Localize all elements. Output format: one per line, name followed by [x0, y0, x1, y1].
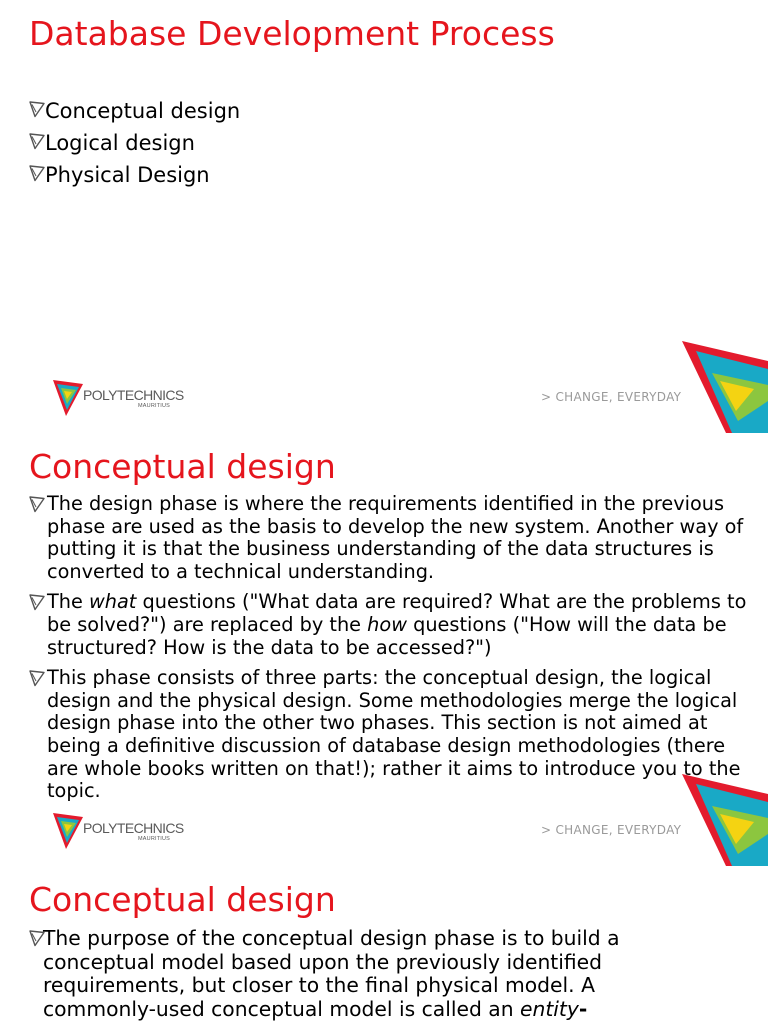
- bullet-text: Physical Design: [45, 163, 210, 187]
- bullet-arrow-icon: [29, 594, 46, 611]
- list-item: [29, 159, 240, 191]
- bullet-arrow-icon: [29, 496, 46, 513]
- bullet-list: [29, 95, 240, 191]
- bullet-arrow-icon: [29, 165, 46, 182]
- slide-tagline: > CHANGE, EVERYDAY: [541, 823, 682, 837]
- logo-subtitle: MAURITIUS: [138, 403, 171, 409]
- bullet-arrow-icon: [29, 133, 46, 150]
- slide-database-development-process: [0, 0, 768, 433]
- slide-title: Conceptual design: [29, 447, 336, 486]
- bullet-list: [29, 927, 683, 1021]
- bullet-text: The design phase is where the requirements identified in the previous phase are used as the basis to develop the new system. Another way of putting it is that the business understanding of the data structures is converted to a technical understanding.: [47, 492, 744, 583]
- bullet-arrow-icon: [29, 930, 46, 947]
- polytechnics-logo-icon: [52, 811, 84, 851]
- list-item: [29, 95, 240, 127]
- list-item: [29, 591, 747, 659]
- emphasis-text: what: [89, 590, 137, 614]
- logo-subtitle: MAURITIUS: [138, 836, 171, 842]
- corner-triangle-icon: [680, 341, 768, 433]
- bullet-text: The what questions ("What data are required? What are the problems to be solved?") are replaced by the how questions ("How will the data be structured? How is the data to be accessed?"): [47, 590, 747, 659]
- list-item: [29, 493, 747, 583]
- polytechnics-logo: [52, 378, 192, 418]
- logo-wordmark: POLYTECHNICS: [83, 387, 184, 403]
- slide-conceptual-design: [0, 433, 768, 866]
- list-item: [29, 927, 683, 1021]
- bullet-text: The purpose of the conceptual design phase is to build a conceptual model based upon the previously identified requirements, but closer to the final physical model. A commonly-used conceptual model is called an entity-: [43, 926, 620, 1021]
- emphasis-text: how: [367, 612, 407, 636]
- logo-wordmark: POLYTECHNICS: [83, 820, 184, 836]
- bullet-arrow-icon: [29, 670, 46, 687]
- bullet-arrow-icon: [29, 101, 46, 118]
- slide-title: Conceptual design: [29, 880, 336, 919]
- slide-conceptual-design-purpose: [0, 866, 768, 1024]
- emphasis-text: entity: [520, 996, 579, 1021]
- bullet-list: [29, 493, 747, 811]
- bullet-text: This phase consists of three parts: the conceptual design, the logical design and the physical design. Some methodologies merge the logical design phase into the other two phases. This section is not aimed at being a definitive discussion of database design methodologies (there are whole books written on that!); rather it aims to introduce you to the topic.: [47, 666, 741, 803]
- list-item: [29, 127, 240, 159]
- bullet-text: Logical design: [45, 131, 195, 155]
- list-item: [29, 667, 747, 803]
- bullet-text: Conceptual design: [45, 99, 241, 123]
- slide-tagline: > CHANGE, EVERYDAY: [541, 390, 682, 404]
- polytechnics-logo: [52, 811, 192, 851]
- polytechnics-logo-icon: [52, 378, 84, 418]
- slide-title: Database Development Process: [29, 14, 555, 53]
